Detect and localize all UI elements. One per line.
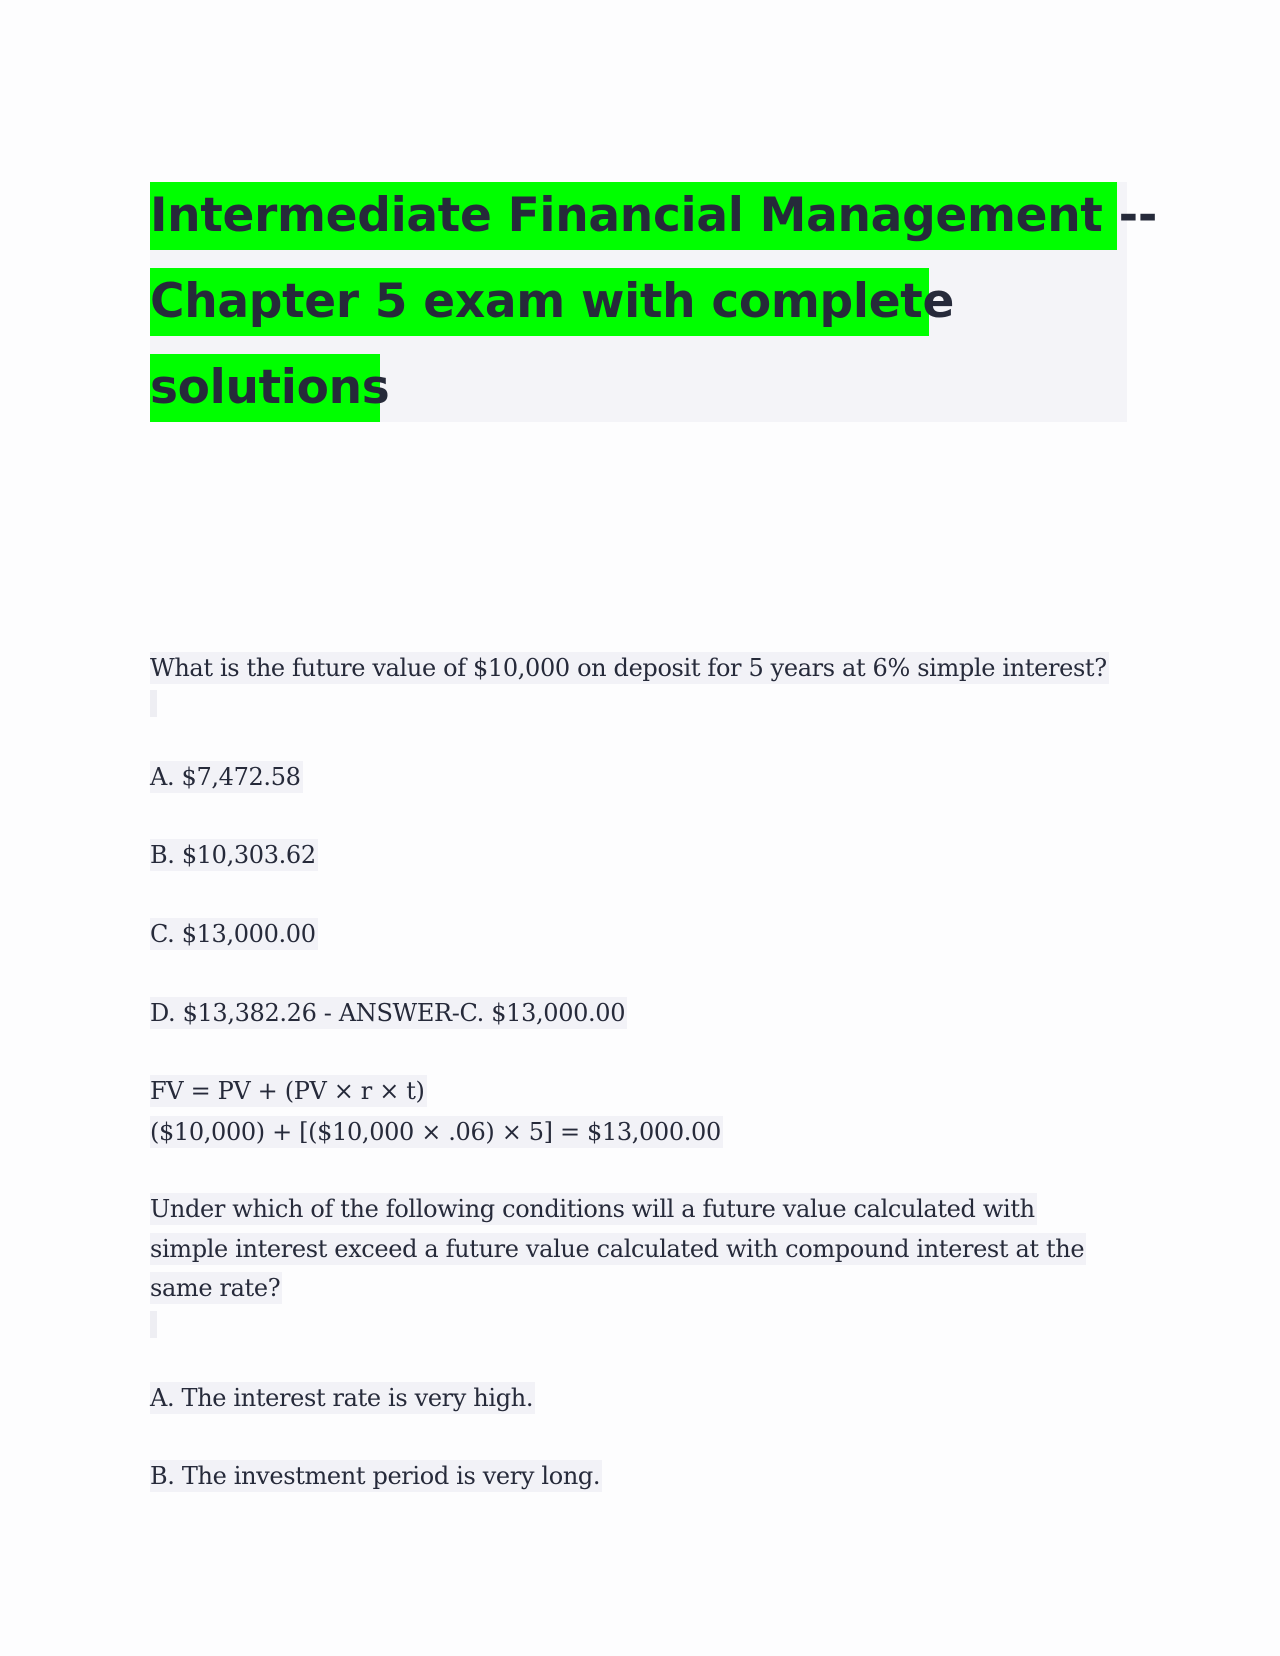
question-2-text-line-1: Under which of the following conditions will a future value calculated with bbox=[150, 1195, 1035, 1223]
question-2-text-line-2: simple interest exceed a future value calculated with compound interest at the bbox=[150, 1235, 1085, 1263]
question-2-option-a: A. The interest rate is very high. bbox=[150, 1384, 534, 1412]
question-2-option-b: B. The investment period is very long. bbox=[150, 1462, 601, 1490]
title-line-2: Chapter 5 exam with complete bbox=[150, 268, 929, 336]
text-cursor-marker bbox=[150, 690, 157, 717]
title-line-3: solutions bbox=[150, 354, 380, 422]
question-1-option-c: C. $13,000.00 bbox=[150, 920, 316, 948]
text-cursor-marker bbox=[150, 1311, 157, 1338]
title-line-1: Intermediate Financial Management -- bbox=[150, 182, 1117, 250]
question-1-option-d-answer: D. $13,382.26 - ANSWER-C. $13,000.00 bbox=[150, 999, 626, 1027]
formula-line-1: FV = PV + (PV × r × t) bbox=[150, 1077, 425, 1105]
question-2-text-line-3: same rate? bbox=[150, 1274, 281, 1302]
question-1-text: What is the future value of $10,000 on deposit for 5 years at 6% simple interest? bbox=[150, 654, 1107, 682]
formula-line-2: ($10,000) + [($10,000 × .06) × 5] = $13,000.00 bbox=[150, 1118, 721, 1146]
question-1-option-b: B. $10,303.62 bbox=[150, 841, 316, 869]
question-1-option-a: A. $7,472.58 bbox=[150, 763, 301, 791]
